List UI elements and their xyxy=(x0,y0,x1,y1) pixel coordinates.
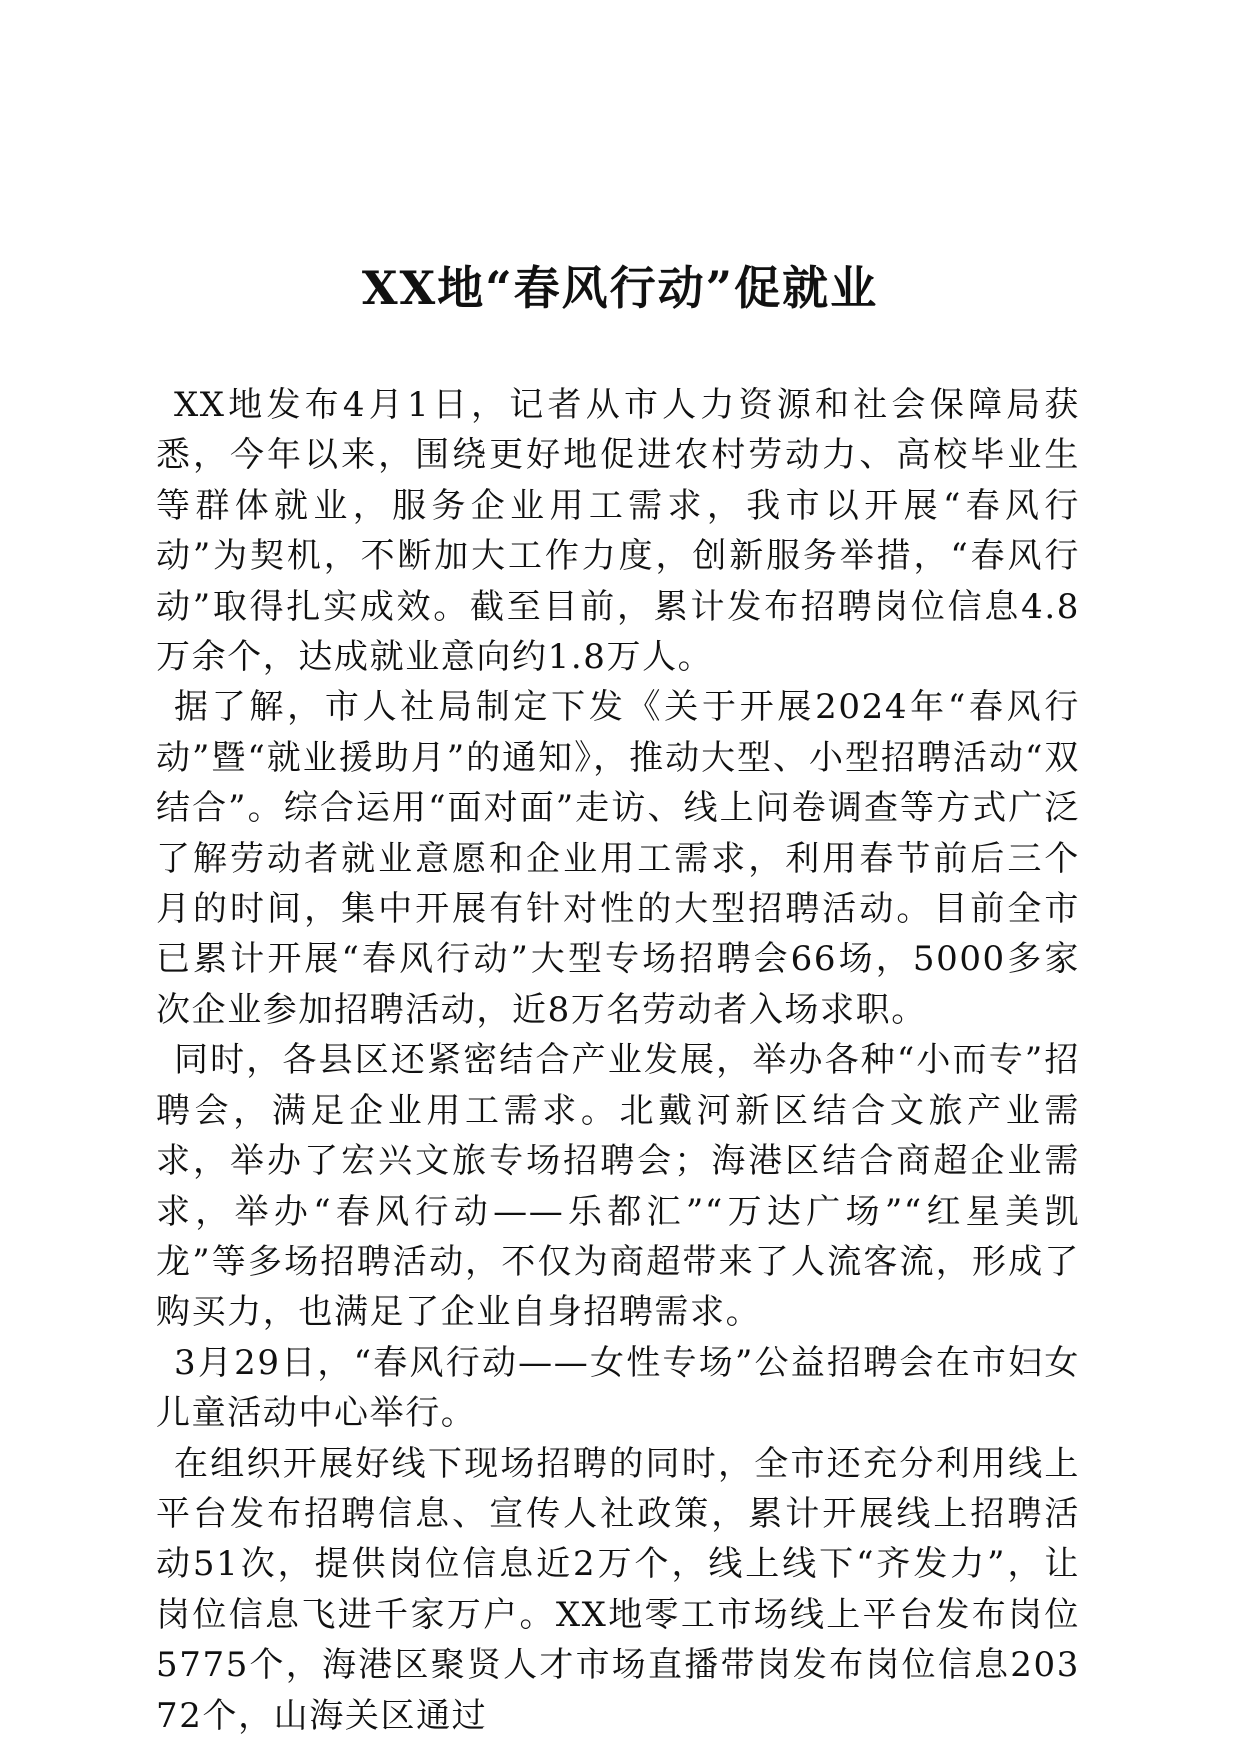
document-title: XX地“春风行动”促就业 xyxy=(361,261,879,315)
paragraph: XX地发布4月1日，记者从市人力资源和社会保障局获悉，今年以来，围绕更好地促进农村劳动力、高校毕业生等群体就业，服务企业用工需求，我市以开展“春风行动”为契机，不断加大工作力度，创新服务举措，“春风行动”取得扎实成效。截至目前，累计发布招聘岗位信息4.8万余个，达成就业意向约1.8万人。 xyxy=(156,385,1080,678)
paragraph: 在组织开展好线下现场招聘的同时，全市还充分利用线上平台发布招聘信息、宣传人社政策，累计开展线上招聘活动51次，提供岗位信息近2万个，线上线下“齐发力”，让岗位信息飞进千家万户。XX地零工市场线上平台发布岗位5775个，海港区聚贤人才市场直播带岗发布岗位信息20372个，山海关区通过 xyxy=(156,1443,1080,1736)
paragraph: 据了解，市人社局制定下发《关于开展2024年“春风行动”暨“就业援助月”的通知》，推动大型、小型招聘活动“双结合”。综合运用“面对面”走访、线上问卷调查等方式广泛了解劳动者就业意愿和企业用工需求，利用春节前后三个月的时间，集中开展有针对性的大型招聘活动。目前全市已累计开展“春风行动”大型专场招聘会66场，5000多家次企业参加招聘活动，近8万名劳动者入场求职。 xyxy=(156,687,1080,1030)
document-body xyxy=(156,380,1080,1741)
paragraph: 3月29日，“春风行动——女性专场”公益招聘会在市妇女儿童活动中心举行。 xyxy=(156,1342,1080,1434)
paragraph: 同时，各县区还紧密结合产业发展，举办各种“小而专”招聘会，满足企业用工需求。北戴河新区结合文旅产业需求，举办了宏兴文旅专场招聘会；海港区结合商超企业需求，举办“春风行动——乐都汇”“万达广场”“红星美凯龙”等多场招聘活动，不仅为商超带来了人流客流，形成了购买力，也满足了企业自身招聘需求。 xyxy=(156,1040,1080,1333)
